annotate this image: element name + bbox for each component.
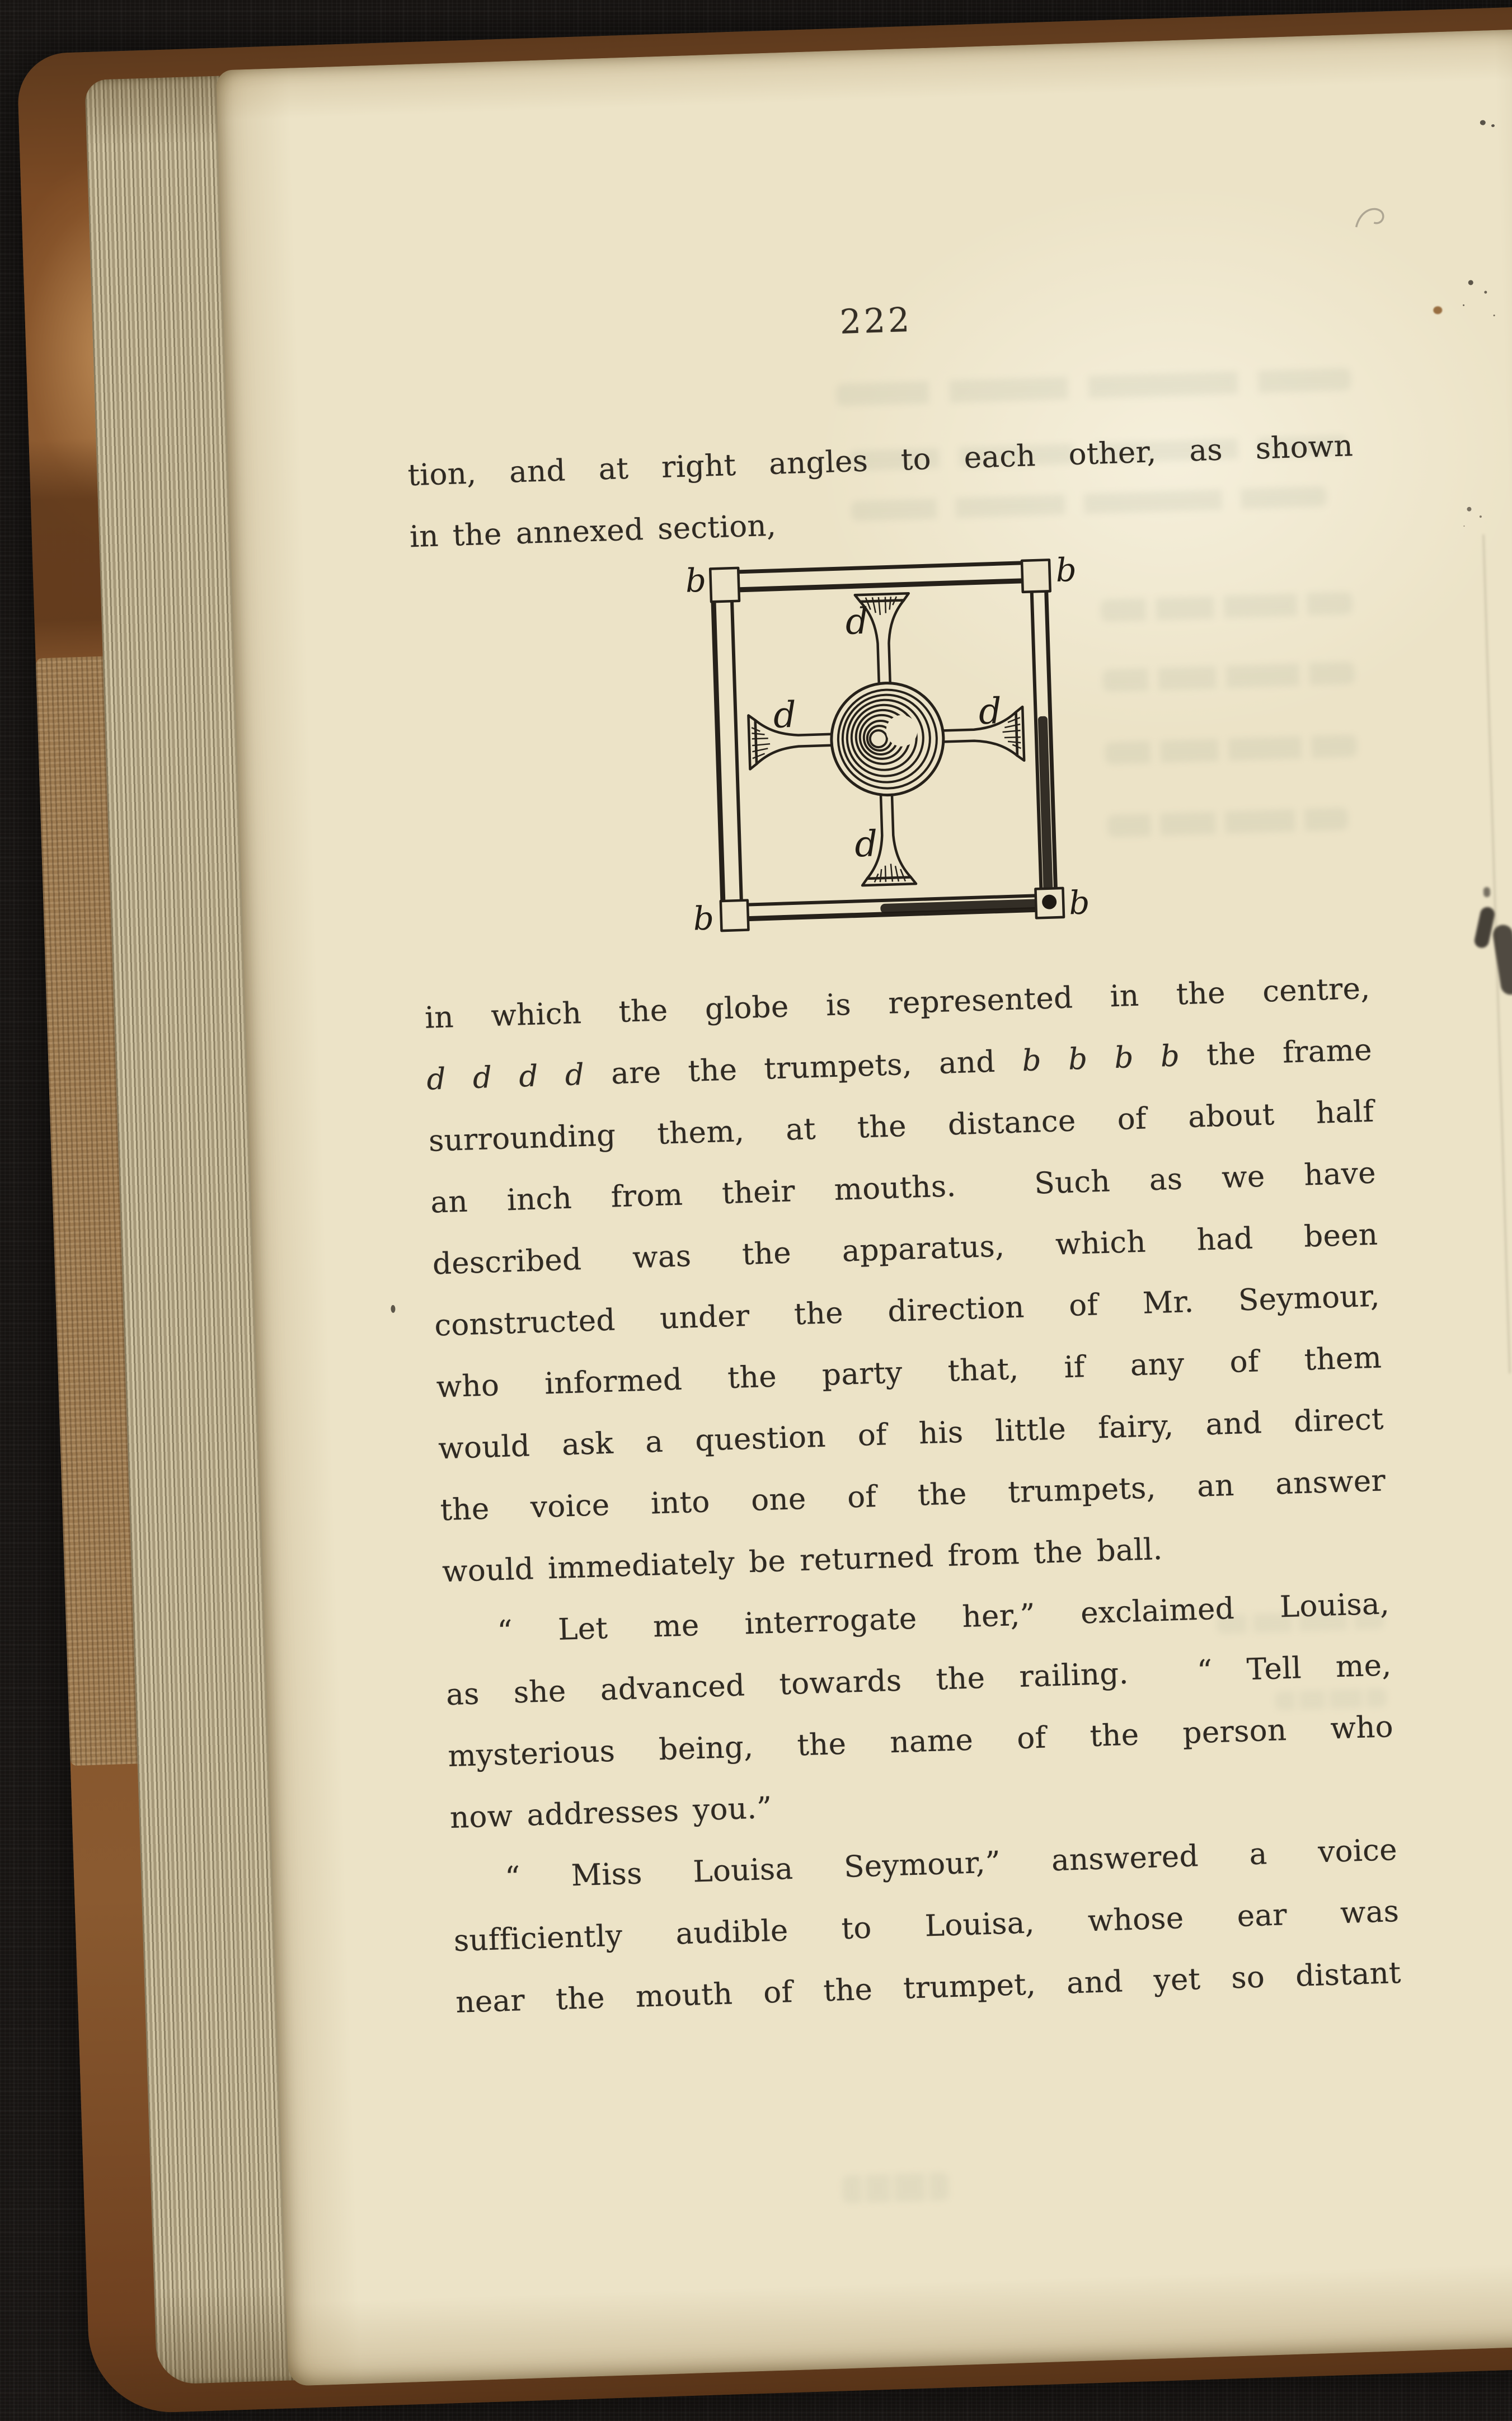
globe	[830, 682, 945, 797]
ink-speck	[391, 1305, 395, 1313]
page-number: 222	[839, 300, 913, 342]
corner-block-bottom-left	[721, 900, 749, 931]
text-segment: “ Miss Louisa Seymour,” answered a voice	[504, 1832, 1398, 1895]
foxing-spot	[1433, 306, 1442, 314]
text-segment: in which the globe is represented in the centre,	[424, 971, 1371, 1035]
corner-label-bottom-left: b	[692, 899, 715, 938]
trumpet-label-top: d	[844, 600, 869, 643]
trumpet-label-bottom: d	[854, 823, 879, 866]
ink-smudge-mark	[1473, 905, 1496, 949]
text-segment: the voice into one of the trumpets, an answer	[439, 1463, 1386, 1528]
ink-speck	[1480, 120, 1486, 125]
corner-block-top-left	[710, 568, 739, 602]
text-segment: as she advanced towards the railing. “ Tell me,	[445, 1648, 1392, 1712]
italic-text-segment: b b b b	[1021, 1039, 1181, 1078]
text-segment: “ Let me interrogate her,” exclaimed Louisa,	[496, 1587, 1390, 1649]
ink-smudge-mark	[1483, 887, 1491, 897]
corner-label-bottom-right: b	[1068, 883, 1091, 922]
text-segment: an inch from their mouths. Such as we have	[430, 1156, 1377, 1220]
text-segment: constructed under the direction of Mr. Seymour,	[434, 1279, 1380, 1343]
bleed-through-mark	[1100, 592, 1353, 622]
bleed-through-mark	[1107, 808, 1348, 837]
text-segment: described was the apparatus, which had been	[432, 1217, 1379, 1282]
text-segment: the frame	[1179, 1033, 1373, 1073]
bleed-through-mark	[1102, 661, 1355, 692]
text-segment: mysterious being, the name of the person who	[447, 1710, 1394, 1774]
text-segment: now addresses you.”	[449, 1791, 773, 1836]
text-segment: tion, and at right angles to each other, as shown	[407, 429, 1354, 493]
bleed-through-mark	[1105, 734, 1357, 764]
bleed-through-mark	[836, 368, 1351, 406]
italic-text-segment: d d d d	[426, 1057, 585, 1097]
text-segment: near the mouth of the trumpet, and yet so distant	[455, 1955, 1402, 2020]
foxing-spot	[1468, 280, 1473, 285]
apparatus-figure	[668, 546, 1123, 951]
text-column	[395, 35, 1402, 2020]
text-segment: who informed the party that, if any of them	[435, 1340, 1382, 1405]
text-segment: surrounding them, at the distance of about half	[428, 1094, 1375, 1158]
corner-label-top-right: b	[1055, 550, 1077, 589]
corner-label-top-left: b	[684, 561, 707, 600]
intro-paragraph	[407, 415, 1356, 568]
trumpet-label-right: d	[978, 691, 1003, 733]
text-segment: would ask a question of his little fairy, and direct	[438, 1402, 1384, 1466]
foxing-spot	[1467, 507, 1471, 512]
body-paragraph	[424, 958, 1402, 2034]
pencil-mark	[1351, 201, 1397, 236]
text-segment: are the trumpets, and	[584, 1044, 1023, 1092]
book-page	[216, 28, 1512, 2386]
text-segment: would immediately be returned from the ball.	[442, 1532, 1163, 1589]
text-segment: in the annexed section,	[409, 508, 777, 555]
trumpet-label-left: d	[772, 694, 797, 736]
bleed-through-mark	[842, 2172, 948, 2203]
corner-block-top-right	[1022, 560, 1050, 592]
book	[17, 6, 1512, 2415]
text-segment: sufficiently audible to Louisa, whose ear was	[453, 1894, 1400, 1958]
